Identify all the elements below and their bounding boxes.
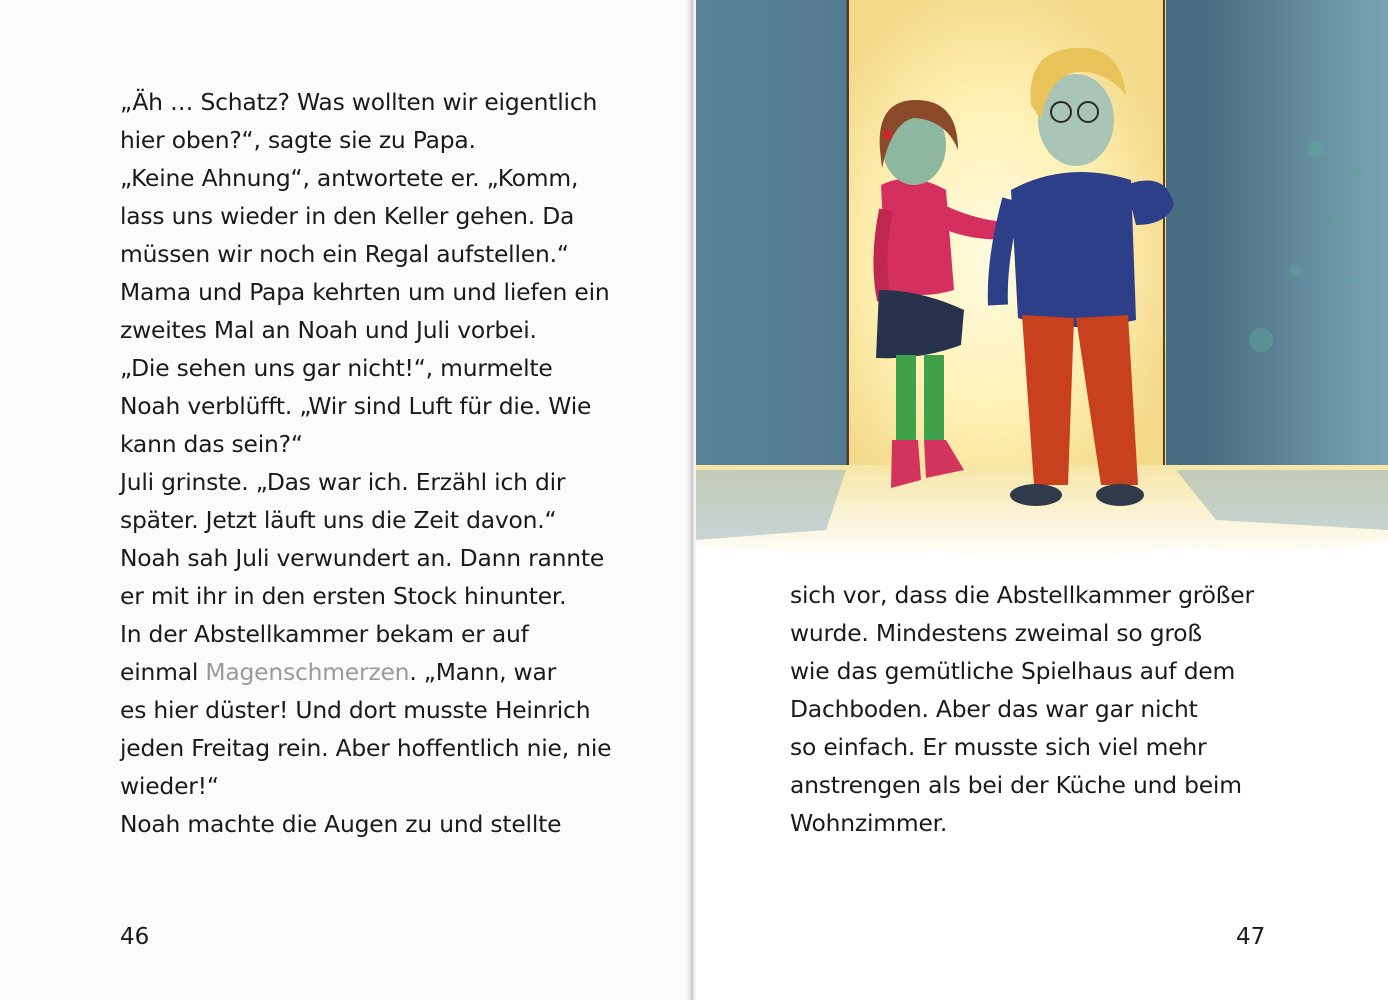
text-line: „Die sehen uns gar nicht!“, murmelte [120,354,553,382]
wall-speck [1307,141,1325,159]
wall-speck [1351,275,1361,285]
text-line: er mit ihr in den ersten Stock hinunter. [120,582,567,610]
story-illustration [696,0,1388,570]
text-line: müssen wir noch ein Regal aufstellen.“ [120,240,569,268]
text-line: wie das gemütliche Spielhaus auf dem [790,657,1236,685]
text-line: so einfach. Er musste sich viel mehr [790,733,1207,761]
text-fragment: . „Mann, war [409,658,557,686]
floor-shadow [696,470,846,540]
text-line: zweites Mal an Noah und Juli vorbei. [120,316,537,344]
text-line: Dachboden. Aber das war gar nicht [790,695,1198,723]
text-line [120,653,611,691]
text-line: kann das sein?“ [120,430,303,458]
text-line: Mama und Papa kehrten um und liefen ein [120,278,610,306]
text-line: In der Abstellkammer bekam er auf [120,620,529,648]
right-page-text [790,576,1254,842]
text-line: „Äh … Schatz? Was wollten wir eigentlich [120,88,598,116]
wall-speck [1331,215,1341,225]
text-line: Wohnzimmer. [790,809,948,837]
text-line: „Keine Ahnung“, antwortete er. „Komm, [120,164,579,192]
page-number-left: 46 [120,924,150,950]
text-line: es hier düster! Und dort musste Heinrich [120,696,591,724]
text-line: hier oben?“, sagte sie zu Papa. [120,126,476,154]
text-line: Noah verblüfft. „Wir sind Luft für die. Wie [120,392,592,420]
text-line: Noah sah Juli verwundert an. Dann rannte [120,544,605,572]
text-line: wurde. Mindestens zweimal so groß [790,619,1202,647]
text-line: lass uns wieder in den Keller gehen. Da [120,202,575,230]
text-fragment: einmal [120,658,206,686]
left-page-text [120,83,611,843]
text-line: wieder!“ [120,772,219,800]
text-line: anstrengen als bei der Küche und beim [790,771,1242,799]
glossary-term: Magenschmerzen [205,658,410,686]
text-line: jeden Freitag rein. Aber hoffentlich nie, nie [120,734,612,762]
wall-speck [1350,164,1362,176]
door-frame-right [1174,0,1204,470]
left-page [0,0,691,1000]
wall-right [1174,0,1388,480]
wall-speck [1290,264,1302,276]
text-line: sich vor, dass die Abstellkammer größer [790,581,1254,609]
text-line: Noah machte die Augen zu und stellte [120,810,562,838]
text-line: später. Jetzt läuft uns die Zeit davon.“ [120,506,557,534]
page-number-right: 47 [1236,924,1266,950]
text-line: Juli grinste. „Das war ich. Erzähl ich dir [120,468,566,496]
wall-speck [1249,328,1273,352]
